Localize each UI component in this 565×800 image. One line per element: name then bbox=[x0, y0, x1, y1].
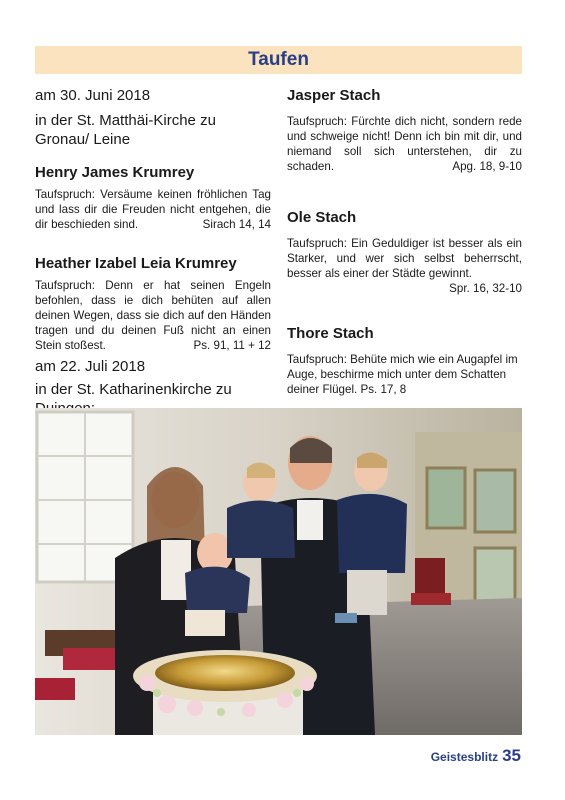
verse-reference: Spr. 16, 32-10 bbox=[449, 282, 522, 295]
right-column bbox=[287, 86, 522, 397]
page-footer bbox=[431, 746, 521, 766]
verse-text: Taufspruch: Versäume keinen fröhlichen Tag und lass dir die Freuden nicht entgehen, die dir beschieden sind. bbox=[35, 188, 271, 231]
page-number: 35 bbox=[502, 746, 521, 765]
person-name-heather: Heather Izabel Leia Krumrey bbox=[35, 255, 237, 272]
person-name-henry: Henry James Krumrey bbox=[35, 164, 195, 181]
baptism-date-2: am 22. Juli 2018 bbox=[35, 358, 146, 375]
verse-thore bbox=[287, 352, 522, 397]
verse-reference: Apg. 18, 9-10 bbox=[452, 160, 522, 173]
baptism-family-photo bbox=[35, 408, 522, 735]
verse-ole bbox=[287, 236, 522, 296]
baptism-place-1: in der St. Matthäi-Kirche zu Gronau/ Leine bbox=[35, 112, 216, 148]
verse-jasper bbox=[287, 114, 522, 174]
left-column bbox=[35, 86, 271, 418]
verse-reference: Ps. 91, 11 + 12 bbox=[193, 339, 271, 352]
verse-reference: Sirach 14, 14 bbox=[202, 218, 271, 231]
section-header bbox=[35, 46, 522, 74]
baptism-date-1: am 30. Juni 2018 bbox=[35, 87, 151, 104]
verse-text: Taufspruch: Behüte mich wie ein Augapfel im Auge, beschirme mich unter dem Schatten deiner Flügel. Ps. 17, 8 bbox=[287, 353, 518, 396]
person-name-ole: Ole Stach bbox=[287, 209, 357, 226]
photo-illustration bbox=[35, 408, 522, 735]
verse-text: Taufspruch: Denn er hat seinen Engeln befohlen, dass ie dich behüten auf allen deinen Wegen, dass sie dich auf den Händen tragen und du deinen Fuß nicht an einen Stein stoßest. bbox=[35, 279, 271, 352]
section-title: Taufen bbox=[248, 49, 309, 70]
verse-heather bbox=[35, 278, 271, 353]
person-name-thore: Thore Stach bbox=[287, 325, 374, 342]
verse-text: Taufspruch: Fürchte dich nicht, sondern rede und schweige nicht! Denn ich bin mit dir, und niemand soll sich unterstehen, dir zu schaden. bbox=[287, 115, 522, 173]
magazine-name: Geistesblitz bbox=[430, 750, 499, 764]
baptism-place-2: in der St. Katharinenkirche zu bbox=[35, 381, 232, 398]
verse-henry bbox=[35, 187, 271, 232]
verse-text: Taufspruch: Ein Geduldiger ist besser als ein Starker, und wer sich selbst beherrscht, besser als einer der Städte gewinnt. bbox=[287, 237, 522, 280]
person-name-jasper: Jasper Stach bbox=[287, 87, 381, 104]
